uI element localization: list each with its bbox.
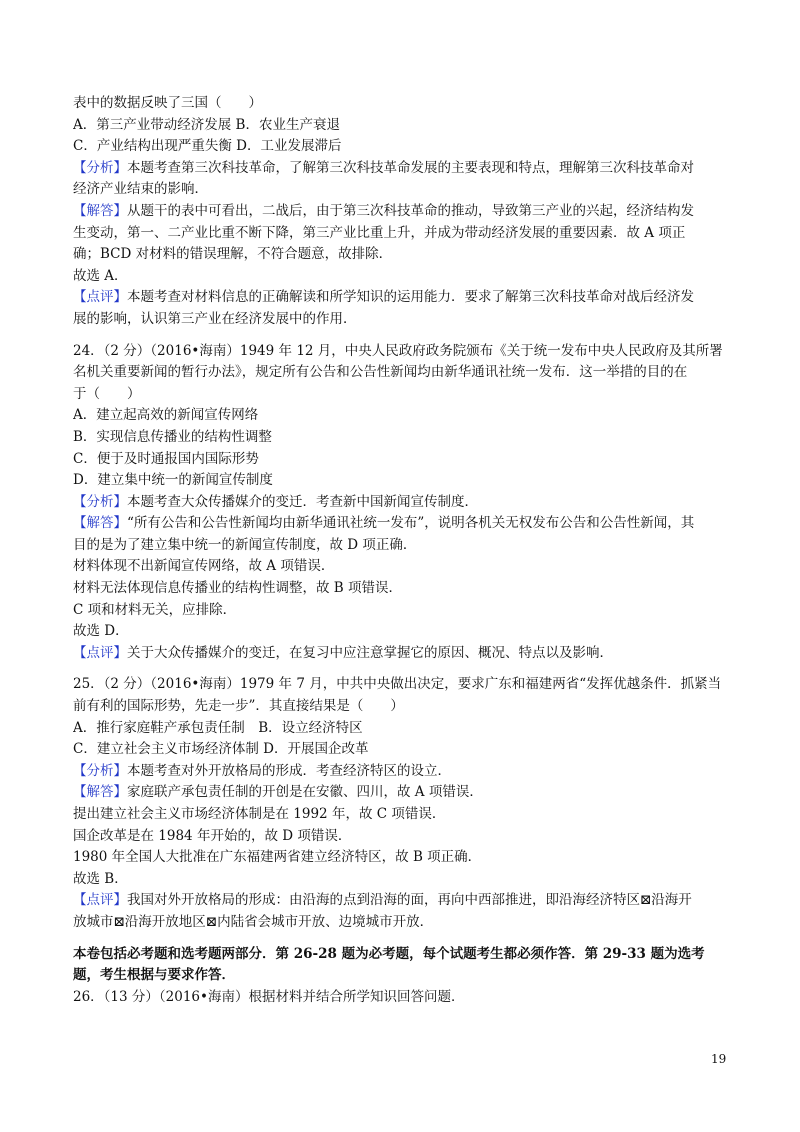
q23-answer-text-3: 确；BCD 对材料的错误理解，不符合题意，故排除． xyxy=(73,246,393,263)
q25-answer xyxy=(73,782,733,804)
q23-answer-text-1: 从题干的表中可看出，二战后，由于第三次科技革命的推动，导致第三产业的兴起，经济结构发 xyxy=(127,202,694,219)
q24-comment xyxy=(73,643,733,665)
q24-option-c: C．便于及时通报国内国际形势 xyxy=(73,450,259,467)
q24-option-a: A．建立起高效的新闻宣传网络 xyxy=(73,407,259,424)
q23-comment-text-1: 本题考查对材料信息的正确解读和所学知识的运用能力．要求了解第三次科技革命对战后经济发 xyxy=(127,289,694,306)
q25-answer-text-3: 国企改革是在 1984 年开始的，故 D 项错误． xyxy=(73,827,352,844)
answer-tag: 【解答】 xyxy=(73,202,127,219)
answer-tag: 【解答】 xyxy=(73,515,127,532)
q25-analysis-text-1: 本题考查对外开放格局的形成．考查经济特区的设立． xyxy=(127,762,451,779)
q25-options-row-2: C．建立社会主义市场经济体制 D．开展国企改革 xyxy=(73,741,369,758)
q25-analysis xyxy=(73,761,733,783)
q25-answer-text-2: 提出建立社会主义市场经济体制是在 1992 年，故 C 项错误． xyxy=(73,806,446,822)
part-note-1: 本卷包括必考题和选考题两部分．第 26-28 题为必考题，每个试题考生都必须作答．第 29-33 题为选考 xyxy=(73,945,705,962)
q26-stem: 26．（13 分）（2016•海南）根据材料并结合所学知识回答问题． xyxy=(73,988,465,1005)
spacer xyxy=(73,664,733,674)
q24-choice: 故选 D． xyxy=(73,623,129,640)
q25-stem-2: 前有利的国际形势，先走一步”．其直接结果是（ ） xyxy=(73,698,404,715)
q25-options-row-1: A．推行家庭鞋产承包责任制 B．设立经济特区 xyxy=(73,719,363,736)
q23-analysis-text-2: 经济产业结束的影响． xyxy=(73,181,208,198)
comment-tag: 【点评】 xyxy=(73,644,127,661)
q23-choice: 故选 A． xyxy=(73,267,128,284)
spacer xyxy=(73,331,733,341)
comment-tag: 【点评】 xyxy=(73,892,127,909)
q24-answer-text-5: C 项和材料无关，应排除． xyxy=(73,601,237,618)
q24-answer xyxy=(73,513,733,535)
q23-analysis-text-1: 本题考查第三次科技革命，了解第三次科技革命发展的主要表现和特点，理解第三次科技革命对 xyxy=(127,159,694,176)
answer-tag: 【解答】 xyxy=(73,784,127,801)
q23-options-row-2: C．产业结构出现严重失衡 D．工业发展滞后 xyxy=(73,138,342,155)
q24-answer-text-1: “所有公告和公告性新闻均由新华通讯社统一发布”，说明各机关无权发布公告和公告性新闻，其 xyxy=(127,515,695,532)
q23-stem: 表中的数据反映了三国（ ） xyxy=(73,95,262,111)
q23-analysis xyxy=(73,158,733,180)
q25-comment-text-1: 我国对外开放格局的形成：由沿海的点到沿海的面，再向中西部推进，即沿海经济特区⊠沿海开 xyxy=(127,892,692,909)
q25-answer-text-1: 家庭联产承包责任制的开创是在安徽、四川，故 A 项错误． xyxy=(127,784,483,801)
spacer xyxy=(73,934,733,944)
q24-stem-2: 名机关重要新闻的暂行办法》，规定所有公告和公告性新闻均由新华通讯社统一发布．这一举措的目的在 xyxy=(73,364,688,381)
q25-choice: 故选 B． xyxy=(73,870,128,887)
q24-answer-text-4: 材料无法体现信息传播业的结构性调整，故 B 项错误． xyxy=(73,580,403,597)
q24-answer-text-3: 材料体现不出新闻宣传网络，故 A 项错误． xyxy=(73,558,335,575)
q24-answer-text-2: 目的是为了建立集中统一的新闻宣传制度，故 D 项正确． xyxy=(73,536,417,553)
page-number: 19 xyxy=(711,1052,727,1066)
q24-option-b: B．实现信息传播业的结构性调整 xyxy=(73,428,272,445)
comment-tag: 【点评】 xyxy=(73,289,127,306)
q24-stem-1: 24．（2 分）（2016•海南）1949 年 12 月，中央人民政府政务院颁布《关于统一发布中央人民政府及其所署 xyxy=(73,342,723,359)
q24-analysis xyxy=(73,492,733,514)
page-content xyxy=(73,93,733,1008)
q23-comment-text-2: 展的影响，认识第三产业在经济发展中的作用． xyxy=(73,310,357,327)
analysis-tag: 【分析】 xyxy=(73,762,127,779)
q24-analysis-text-1: 本题考查大众传播媒介的变迁．考查新中国新闻宣传制度． xyxy=(127,493,478,510)
q23-comment xyxy=(73,287,733,309)
q23-answer xyxy=(73,201,733,223)
q23-answer-text-2: 生变动，第一、二产业比重不断下降，第三产业比重上升，并成为带动经济发展的重要因素．故 A 项正 xyxy=(73,224,686,241)
q24-stem-3: 于（ ） xyxy=(73,385,141,402)
q25-comment-text-2: 放城市⊠沿海开放地区⊠内陆省会城市开放、边境城市开放． xyxy=(73,913,434,930)
q24-option-d: D．建立集中统一的新闻宣传制度 xyxy=(73,472,273,489)
q23-options-row-1: A．第三产业带动经济发展 B．农业生产衰退 xyxy=(73,116,340,133)
q24-comment-text-1: 关于大众传播媒介的变迁，在复习中应注意掌握它的原因、概况、特点以及影响． xyxy=(127,644,613,661)
analysis-tag: 【分析】 xyxy=(73,159,127,176)
q25-comment xyxy=(73,890,733,912)
q25-stem-1: 25．（2 分）（2016•海南）1979 年 7 月，中共中央做出决定，要求广东和福建两省“发挥优越条件．抓紧当 xyxy=(73,676,722,693)
analysis-tag: 【分析】 xyxy=(73,493,127,510)
q25-answer-text-4: 1980 年全国人大批准在广东福建两省建立经济特区，故 B 项正确． xyxy=(73,849,482,866)
part-note-2: 题，考生根据与要求作答． xyxy=(73,967,235,984)
